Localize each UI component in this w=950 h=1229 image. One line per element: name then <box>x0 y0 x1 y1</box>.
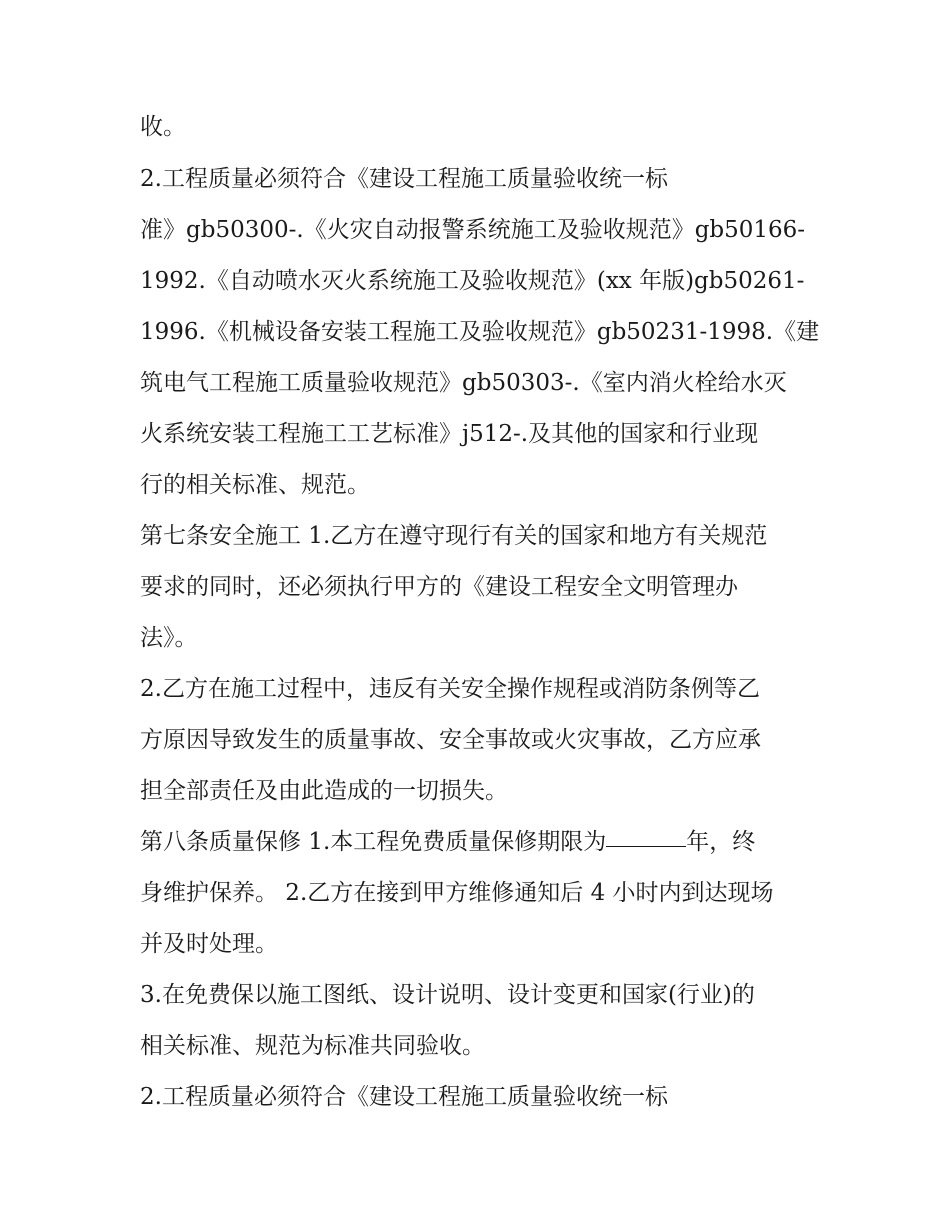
text-line: 1996.《机械设备安装工程施工及验收规范》gb50231-1998.《建 <box>140 319 820 345</box>
text-line: 第七条安全施工 1.乙方在遵守现行有关的国家和地方有关规范 <box>140 523 768 549</box>
text-line: 3.在免费保以施工图纸、设计说明、设计变更和国家(行业)的 <box>140 982 755 1008</box>
text-line: 法》。 <box>140 625 198 651</box>
text-line: 准》gb50300-.《火灾自动报警系统施工及验收规范》gb50166- <box>140 217 806 243</box>
text-line: 筑电气工程施工质量验收规范》gb50303-.《室内消火栓给水灭 <box>140 370 787 396</box>
text-segment: 年，终 <box>686 829 756 855</box>
text-line: 2.工程质量必须符合《建设工程施工质量验收统一标 <box>140 1084 668 1110</box>
text-line: 担全部责任及由此造成的一切损失。 <box>140 778 508 804</box>
text-line: 火系统安装工程施工工艺标准》j512-.及其他的国家和行业现 <box>140 421 759 447</box>
text-line: 相关标准、规范为标准共同验收。 <box>140 1033 485 1059</box>
text-line-with-blank <box>140 822 755 862</box>
text-line: 行的相关标准、规范。 <box>140 472 370 498</box>
text-line: 2.工程质量必须符合《建设工程施工质量验收统一标 <box>140 166 668 192</box>
text-line: 1992.《自动喷水灭火系统施工及验收规范》(xx 年版)gb50261- <box>140 268 805 294</box>
text-segment: 第八条质量保修 1.本工程免费质量保修期限为 <box>140 829 607 855</box>
text-line: 收。 <box>140 114 186 140</box>
text-line: 并及时处理。 <box>140 931 278 957</box>
text-line: 2.乙方在施工过程中，违反有关安全操作规程或消防条例等乙 <box>140 676 760 702</box>
text-line: 身维护保养。 2.乙方在接到甲方维修通知后 4 小时内到达现场 <box>140 880 774 906</box>
text-line: 方原因导致发生的质量事故、安全事故或火灾事故，乙方应承 <box>140 727 761 753</box>
blank-underline <box>606 845 686 847</box>
text-line: 要求的同时，还必须执行甲方的《建设工程安全文明管理办 <box>140 574 738 600</box>
